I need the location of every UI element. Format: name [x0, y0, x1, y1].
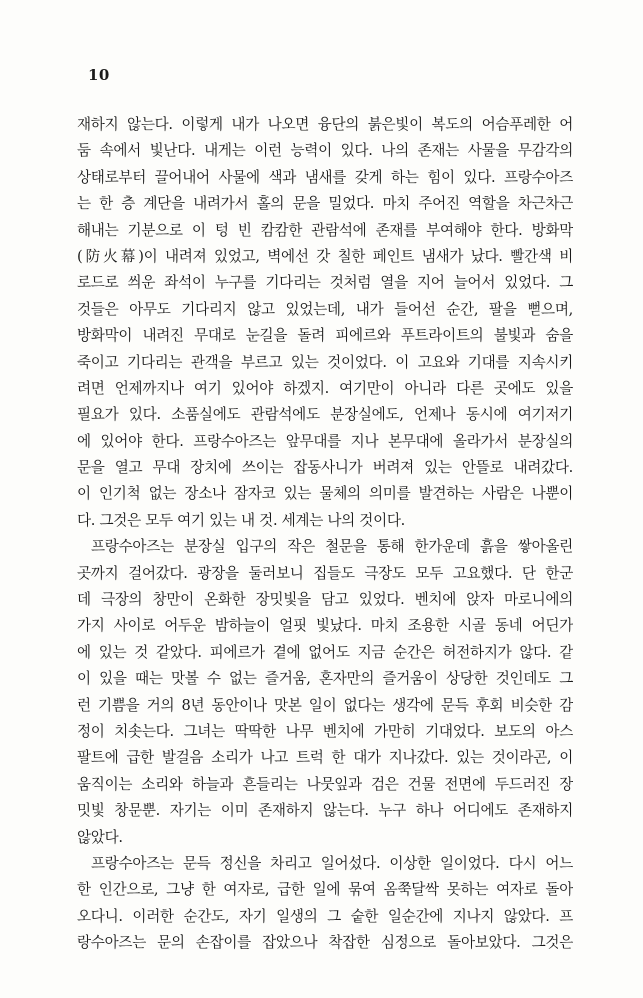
text-line: 이 인기척 없는 장소나 잠자코 있는 물체의 의미를 발견하는 사람은 나뿐이	[77, 485, 573, 503]
text-line: 랑수아즈는 문의 손잡이를 잡았으나 착잡한 심정으로 돌아보았다. 그것은	[77, 934, 573, 952]
text-line: 둠 속에서 빛난다. 내게는 이런 능력이 있다. 나의 존재는 사물을 무감각의	[77, 142, 573, 160]
text-line: 해내는 기분으로 이 텅 빈 캄캄한 관람석에 존재를 부여해야 한다. 방화막	[77, 221, 573, 239]
body-text	[77, 112, 573, 957]
text-line: 방화막이 내려진 무대로 눈길을 돌려 피에르와 푸트라이트의 불빛과 숨을	[77, 327, 573, 345]
text-line: (防火幕)이 내려져 있었고, 벽에선 갓 칠한 페인트 냄새가 났다. 빨간색 비	[77, 247, 573, 265]
text-line: 에 있는 것 같았다. 피에르가 곁에 없어도 지금 순간은 허전하지가 않다. 같	[77, 643, 573, 661]
text-line: 정이 치솟는다. 그녀는 딱딱한 나무 벤치에 가만히 기대었다. 보도의 아스	[77, 722, 573, 740]
text-line: 한 인간으로, 그냥 한 여자로, 급한 일에 묶여 옴쭉달싹 못하는 여자로 돌아	[77, 881, 573, 899]
text-line: 않았다.	[77, 828, 123, 846]
text-line: 다. 그것은 모두 여기 있는 내 것. 세계는 나의 것이다.	[77, 511, 406, 529]
text-line: 가지 사이로 어두운 밤하늘이 얼핏 빛났다. 마치 조용한 시골 동네 어딘가	[77, 617, 573, 635]
text-line: 로드로 씌운 좌석이 누구를 기다리는 것처럼 열을 지어 늘어서 있었다. 그	[77, 274, 573, 292]
text-line: 런 기쁨을 거의 8년 동안이나 맛본 일이 없다는 생각에 문득 후회 비슷한 감	[77, 696, 573, 714]
text-line: 에 있어야 한다. 프랑수아즈는 앞무대를 지나 본무대에 올라가서 분장실의	[77, 432, 573, 450]
text-line: 이 있을 때는 맛볼 수 없는 즐거움, 혼자만의 즐거움이 상당한 것인데도 그	[77, 670, 573, 688]
text-line: 문을 열고 무대 장치에 쓰이는 잡동사니가 버려져 있는 안뜰로 내려갔다.	[77, 459, 573, 477]
text-line: 움직이는 소리와 하늘과 흔들리는 나뭇잎과 검은 건물 전면에 두드러진 장	[77, 775, 573, 793]
page-number: 10	[88, 66, 110, 84]
text-line: 필요가 있다. 소품실에도 관람석에도 분장실에도, 언제나 동시에 여기저기	[77, 406, 573, 424]
text-line: 팔트에 급한 발걸음 소리가 나고 트럭 한 대가 지나갔다. 있는 것이라곤, 이	[77, 749, 573, 767]
text-line: 프랑수아즈는 분장실 입구의 작은 철문을 통해 한가운데 흙을 쌓아올린	[91, 538, 573, 556]
text-line: 곳까지 걸어갔다. 광장을 둘러보니 집들도 극장도 모두 고요했다. 단 한군	[77, 564, 573, 582]
text-line: 것들은 아무도 기다리지 않고 있었는데, 내가 들어선 순간, 팔을 뻗으며,	[77, 300, 573, 318]
text-line: 프랑수아즈는 문득 정신을 차리고 일어섰다. 이상한 일이었다. 다시 어느	[91, 854, 573, 872]
text-line: 상태로부터 끌어내어 사물에 색과 냄새를 갖게 하는 힘이 있다. 프랑수아즈	[77, 168, 573, 186]
text-line: 재하지 않는다. 이렇게 내가 나오면 융단의 붉은빛이 복도의 어슴푸레한 어	[77, 116, 573, 133]
text-line: 려면 언제까지나 여기 있어야 하겠지. 여기만이 아니라 다른 곳에도 있을	[77, 379, 573, 397]
text-line: 밋빛 창문뿐. 자기는 이미 존재하지 않는다. 누구 하나 어디에도 존재하지	[77, 802, 573, 820]
text-line: 데 극장의 창만이 온화한 장밋빛을 담고 있었다. 벤치에 앉자 마로니에의	[77, 591, 573, 609]
text-line: 죽이고 기다리는 관객을 부르고 있는 것이었다. 이 고요와 기대를 지속시키	[77, 353, 573, 371]
text-line: 는 한 층 계단을 내려가서 홀의 문을 밀었다. 마치 주어진 역할을 차근차근	[77, 195, 573, 213]
text-line: 오다니. 이러한 순간도, 자기 일생의 그 숱한 일순간에 지나지 않았다. 프	[77, 907, 573, 925]
